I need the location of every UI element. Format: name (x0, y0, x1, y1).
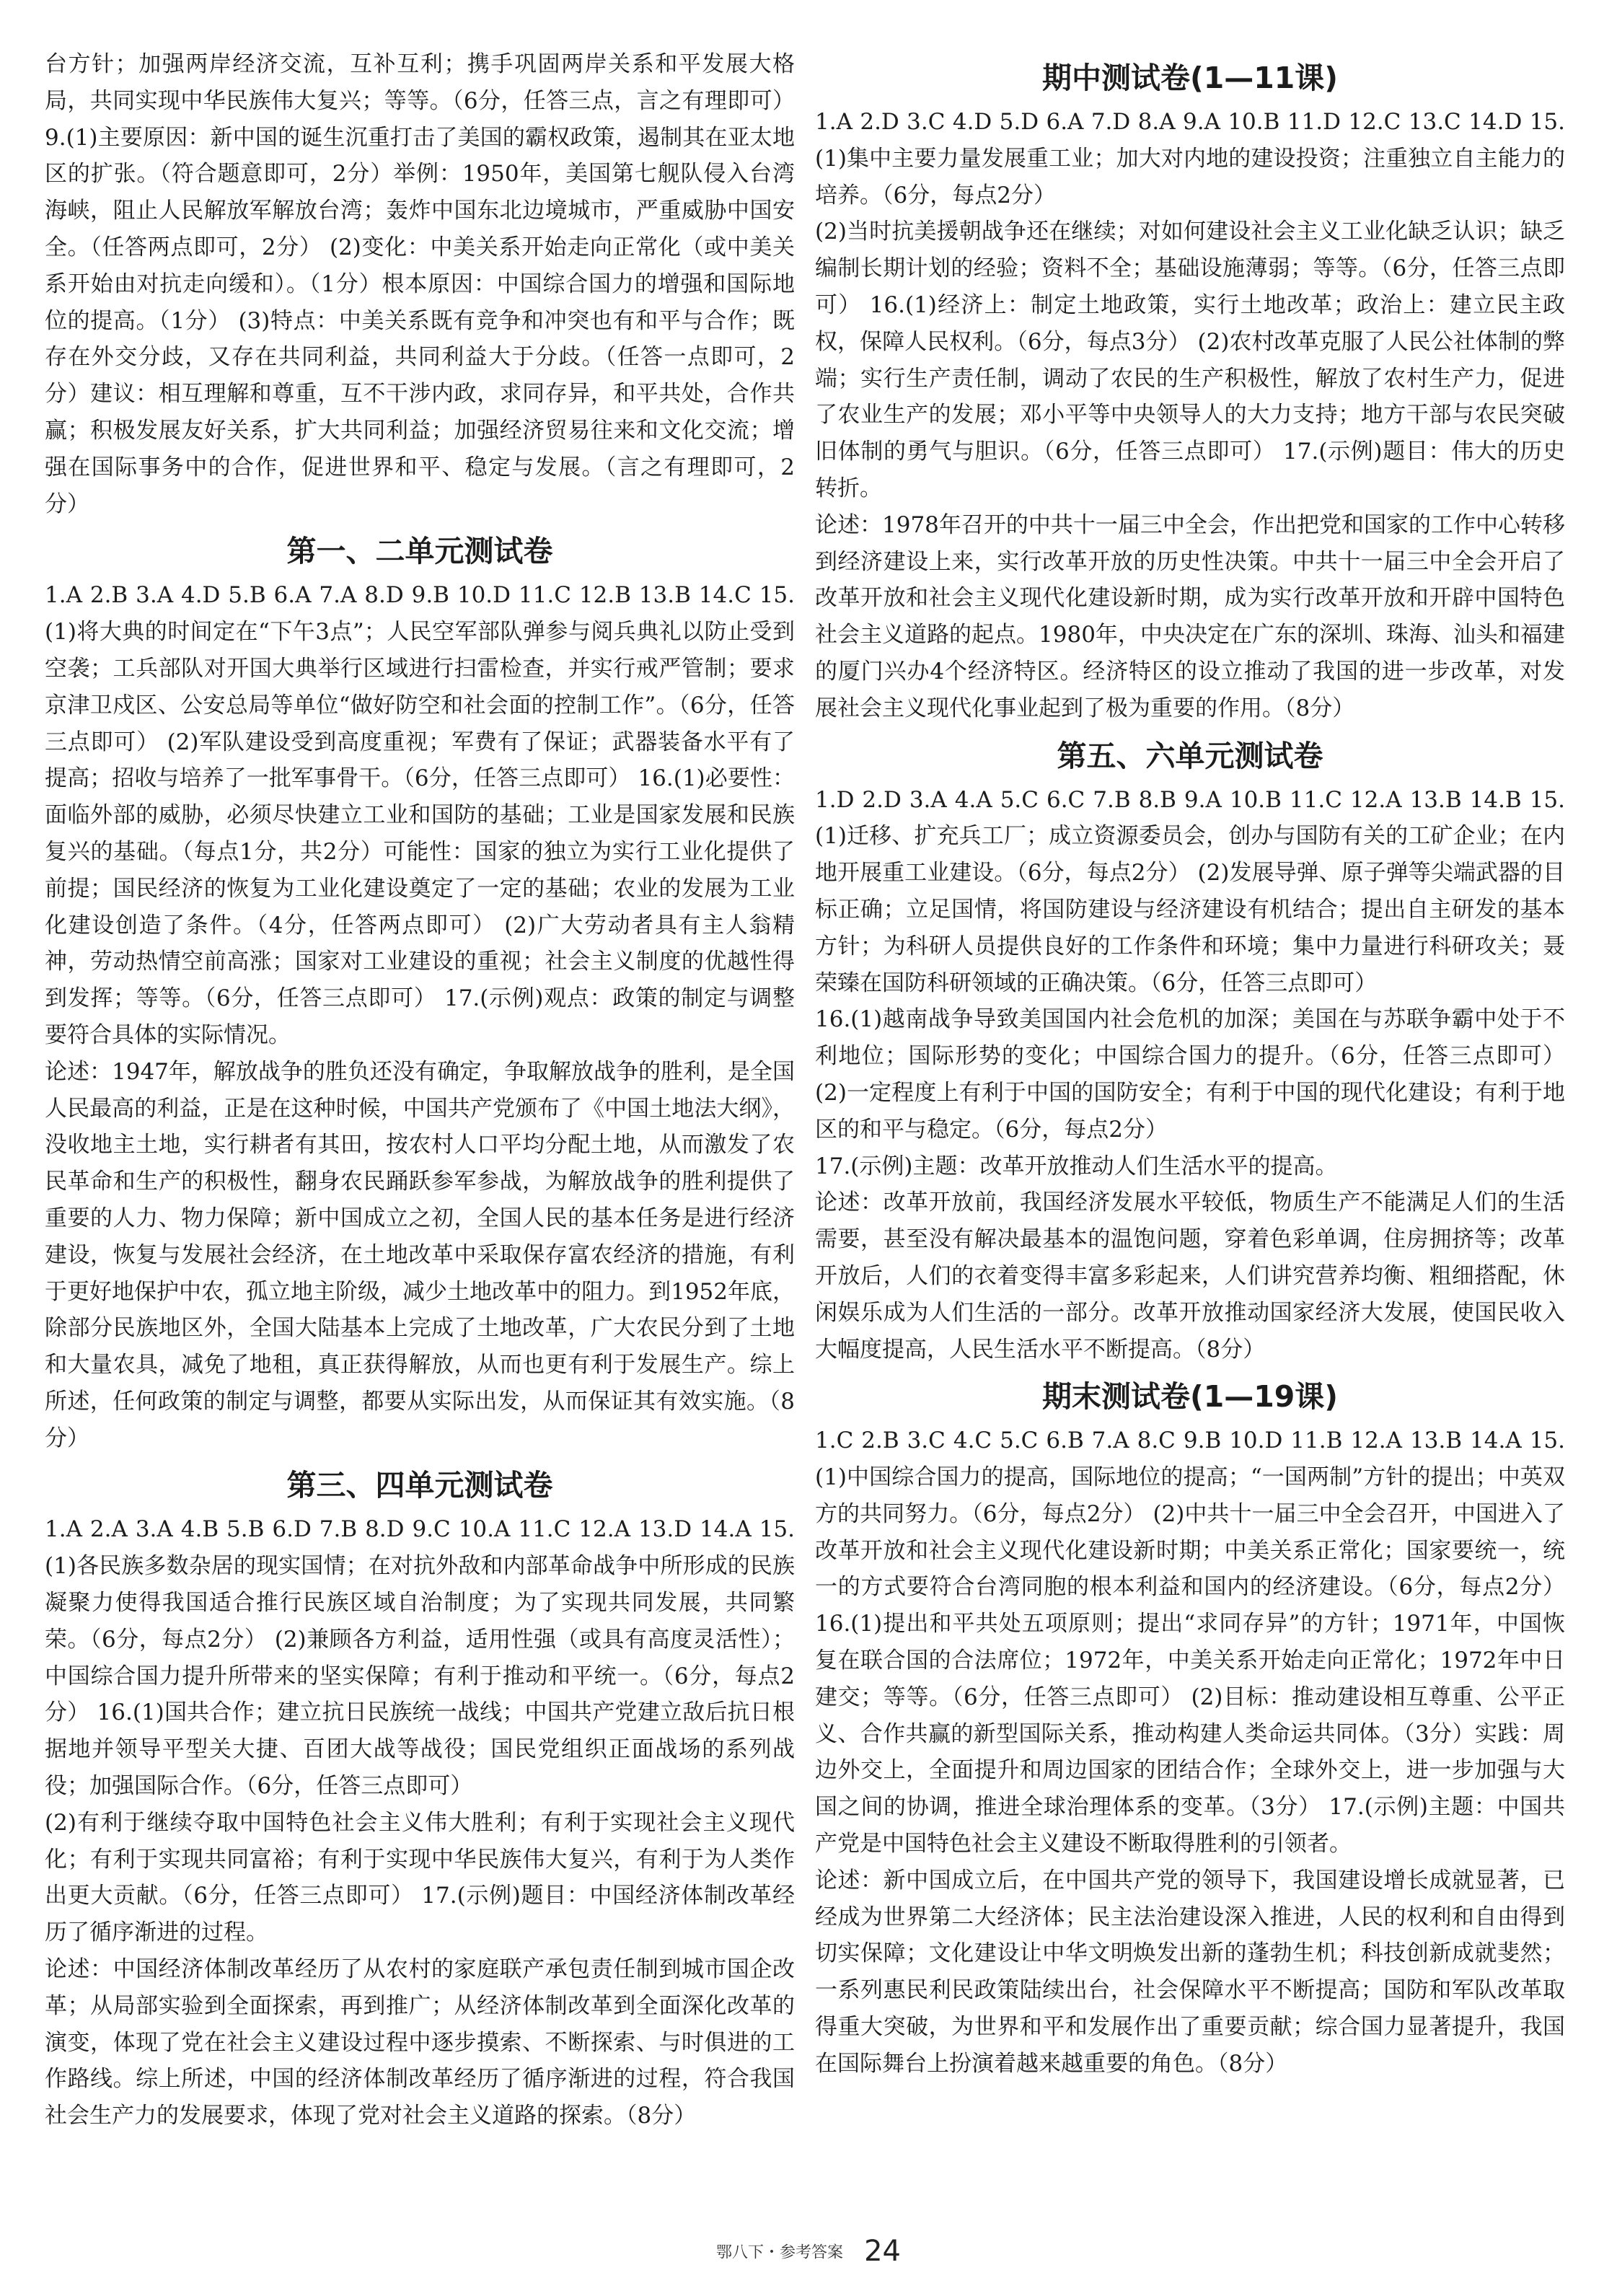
answer-paragraph: (2)当时抗美援朝战争还在继续；对如何建设社会主义工业化缺乏认识；缺乏编制长期计划的经验；资料不全；基础设施薄弱；等等。（6分，任答三点即可） 16.(1)经济上：制定土地政策，实行土地改革；政治上：建立民主政权，保障人民权利。（6分，每点3分） (2)农村改革克服了人民公社体制的弊端；实行生产责任制，调动了农民的生产积极性，解放了农村生产力，促进了农业生产的发展；邓小平等中央领导人的大力支持；地方干部与农民突破旧体制的勇气与胆识。（6分，任答三点即可） 17.(示例)题目：伟大的历史转折。 (815, 219, 1565, 501)
section-title-unit-1-2: 第一、二单元测试卷 (286, 534, 553, 569)
page-footer (0, 2235, 1617, 2268)
section-title-unit-3-4: 第三、四单元测试卷 (286, 1468, 553, 1503)
answer-paragraph: 1.A 2.A 3.A 4.B 5.B 6.D 7.B 8.D 9.C 10.A 11.C 12.A 13.D 14.A 15.(1)各民族多数杂居的现实国情；在对抗外敌和内部革命战争中所形成的民族凝聚力使得我国适合推行民族区域自治制度；为了实现共同发展，共同繁荣。（6分，每点2分） (2)兼顾各方利益，适用性强（或具有高度灵活性）；中国综合国力提升所带来的坚实保障；有利于推动和平统一。（6分，每点2分） 16.(1)国共合作；建立抗日民族统一战线；中国共产党建立敌后抗日根据地并领导平型关大捷、百团大战等战役；国民党组织正面战场的系列战役；加强国际合作。（6分，任答三点即可） (45, 1516, 795, 1800)
answer-paragraph: 1.C 2.B 3.C 4.C 5.C 6.B 7.A 8.C 9.B 10.D 11.B 12.A 13.B 14.A 15.(1)中国综合国力的提高，国际地位的提高；“一国两制”方针的提出；中英双方的共同努力。（6分，每点2分） (2)中共十一届三中全会召开，中国进入了改革开放和社会主义现代化建设新时期；中美关系正常化；国家要统一，统一的方式要符合台湾同胞的根本利益和国内的经济建设。（6分，每点2分） 16.(1)提出和平共处五项原则；提出“求同存异”的方针；1971年，中国恢复在联合国的合法席位；1972年，中美关系开始走向正常化；1972年中日建交；等等。（6分，任答三点即可） (2)目标：推动建设相互尊重、公平正义、合作共赢的新型国际关系，推动构建人类命运共同体。（3分）实践：周边外交上，全面提升和周边国家的团结合作；全球外交上，进一步加强与大国之间的协调，推进全球治理体系的变革。（3分） 17.(示例)主题：中国共产党是中国特色社会主义建设不断取得胜利的引领者。 (815, 1428, 1565, 1857)
answer-paragraph: 论述：改革开放前，我国经济发展水平较低，物质生产不能满足人们的生活需要，甚至没有解决最基本的温饱问题，穿着色彩单调，住房拥挤等；改革开放后，人们的衣着变得丰富多彩起来，人们讲究营养均衡、粗细搭配，休闲娱乐成为人们生活的一部分。改革开放推动国家经济大发展，使国民收入大幅度提高，人民生活水平不断提高。（8分） (815, 1189, 1565, 1363)
page-number: 24 (864, 2235, 901, 2268)
right-column (815, 55, 1565, 2082)
answer-paragraph: (2)有利于继续夺取中国特色社会主义伟大胜利；有利于实现社会主义现代化；有利于实现共同富裕；有利于实现中华民族伟大复兴，有利于为人类作出更大贡献。（6分，任答三点即可） 17.(示例)题目：中国经济体制改革经历了循序渐进的过程。 (45, 1809, 795, 1946)
answer-paragraph: 1.A 2.D 3.C 4.D 5.D 6.A 7.D 8.A 9.A 10.B 11.D 12.C 13.C 14.D 15.(1)集中主要力量发展重工业；加大对内地的建设投资；注重独立自主能力的培养。（6分，每点2分） (815, 109, 1565, 208)
answer-paragraph: 论述：1947年，解放战争的胜负还没有确定，争取解放战争的胜利，是全国人民最高的利益，正是在这种时候，中国共产党颁布了《中国土地法大纲》，没收地主土地，实行耕者有其田，按农村人口平均分配土地，从而激发了农民革命和生产的积极性，翻身农民踊跃参军参战，为解放战争的胜利提供了重要的人力、物力保障；新中国成立之初，全国人民的基本任务是进行经济建设，恢复与发展社会经济，在土地改革中采取保存富农经济的措施，有利于更好地保护中农，孤立地主阶级，减少土地改革中的阻力。到1952年底，除部分民族地区外，全国大陆基本上完成了土地改革，广大农民分到了土地和大量农具，减免了地租，真正获得解放，从而也更有利于发展生产。综上所述，任何政策的制定与调整，都要从实际出发，从而保证其有效实施。（8分） (45, 1058, 795, 1451)
answer-paragraph: 论述：1978年召开的中共十一届三中全会，作出把党和国家的工作中心转移到经济建设上来，实行改革开放的历史性决策。中共十一届三中全会开启了改革开放和社会主义现代化建设新时期，成为实行改革开放和开辟中国特色社会主义道路的起点。1980年，中央决定在广东的深圳、珠海、汕头和福建的厦门兴办4个经济特区。经济特区的设立推动了我国的进一步改革，对发展社会主义现代化事业起到了极为重要的作用。（8分） (815, 511, 1565, 721)
answer-paragraph: 1.D 2.D 3.A 4.A 5.C 6.C 7.B 8.B 9.A 10.B 11.C 12.A 13.B 14.B 15.(1)迁移、扩充兵工厂；成立资源委员会，创办与国防有关的工矿企业；在内地开展重工业建设。（6分，每点2分） (2)发展导弹、原子弹等尖端武器的目标正确；立足国情，将国防建设与经济建设有机结合；提出自主研发的基本方针；为科研人员提供良好的工作条件和环境；集中力量进行科研攻关；聂荣臻在国防科研领域的正确决策。（6分，任答三点即可） (815, 786, 1565, 996)
answer-paragraph: 台方针；加强两岸经济交流，互补互利；携手巩固两岸关系和平发展大格局，共同实现中华民族伟大复兴；等等。（6分，任答三点，言之有理即可） 9.(1)主要原因：新中国的诞生沉重打击了美国的霸权政策，遏制其在亚太地区的扩张。（符合题意即可，2分）举例：1950年，美国第七舰队侵入台湾海峡，阻止人民解放军解放台湾；轰炸中国东北边境城市，严重威胁中国安全。（任答两点即可，2分） (2)变化：中美关系开始走向正常化（或中美关系开始由对抗走向缓和）。（1分）根本原因：中国综合国力的增强和国际地位的提高。（1分） (3)特点：中美关系既有竞争和冲突也有和平与合作；既存在外交分歧，又存在共同利益，共同利益大于分歧。（任答一点即可，2分）建议：相互理解和尊重，互不干涉内政，求同存异，和平共处，合作共赢；积极发展友好关系，扩大共同利益；加强经济贸易往来和文化交流；增强在国际事务中的合作，促进世界和平、稳定与发展。（言之有理即可，2分） (45, 51, 795, 517)
answer-paragraph: 论述：新中国成立后，在中国共产党的领导下，我国建设增长成就显著，已经成为世界第二大经济体；民主法治建设深入推进，人民的权利和自由得到切实保障；文化建设让中华文明焕发出新的蓬勃生机；科技创新成就斐然；一系列惠民利民政策陆续出台，社会保障水平不断提高；国防和军队改革取得重大突破，为世界和平和发展作出了重要贡献；综合国力显著提升，我国在国际舞台上扮演着越来越重要的角色。（8分） (815, 1867, 1565, 2077)
answer-paragraph: 17.(示例)主题：改革开放推动人们生活水平的提高。 (815, 1153, 1338, 1179)
section-title-midterm: 期中测试卷(1—11课) (1041, 61, 1339, 95)
section-title-final: 期末测试卷(1—19课) (1041, 1379, 1339, 1415)
answer-paragraph: 论述：中国经济体制改革经历了从农村的家庭联产承包责任制到城市国企改革；从局部实验到全面探索，再到推广；从经济体制改革到全面深化改革的演变，体现了党在社会主义建设过程中逐步摸索、不断探索、与时俱进的工作路线。综上所述，中国的经济体制改革经历了循序渐进的过程，符合我国社会生产力的发展要求，体现了党对社会主义道路的探索。（8分） (45, 1956, 795, 2129)
left-column (45, 46, 795, 2134)
section-title-unit-5-6: 第五、六单元测试卷 (1057, 738, 1323, 773)
footer-label: 鄂八下・参考答案 (715, 2243, 843, 2262)
answer-paragraph: 16.(1)越南战争导致美国国内社会危机的加深；美国在与苏联争霸中处于不利地位；国际形势的变化；中国综合国力的提升。（6分，任答三点即可） (2)一定程度上有利于中国的国防安全；有利于中国的现代化建设；有利于地区的和平与稳定。（6分，每点2分） (815, 1006, 1565, 1143)
answer-paragraph: 1.A 2.B 3.A 4.D 5.B 6.A 7.A 8.D 9.B 10.D 11.C 12.B 13.B 14.C 15.(1)将大典的时间定在“下午3点”；人民空军部队弹参与阅兵典礼以防止受到空袭；工兵部队对开国大典举行区域进行扫雷检查，并实行戒严管制；要求京津卫戍区、公安总局等单位“做好防空和社会面的控制工作”。（6分，任答三点即可） (2)军队建设受到高度重视；军费有了保证；武器装备水平有了提高；招收与培养了一批军事骨干。（6分，任答三点即可） 16.(1)必要性：面临外部的威胁，必须尽快建立工业和国防的基础；工业是国家发展和民族复兴的基础。（每点1分，共2分）可能性：国家的独立为实行工业化提供了前提；国民经济的恢复为工业化建设奠定了一定的基础；农业的发展为工业化建设创造了条件。（4分，任答两点即可） (2)广大劳动者具有主人翁精神，劳动热情空前高涨；国家对工业建设的重视；社会主义制度的优越性得到发挥；等等。（6分，任答三点即可） 17.(示例)观点：政策的制定与调整要符合具体的实际情况。 (45, 582, 795, 1048)
